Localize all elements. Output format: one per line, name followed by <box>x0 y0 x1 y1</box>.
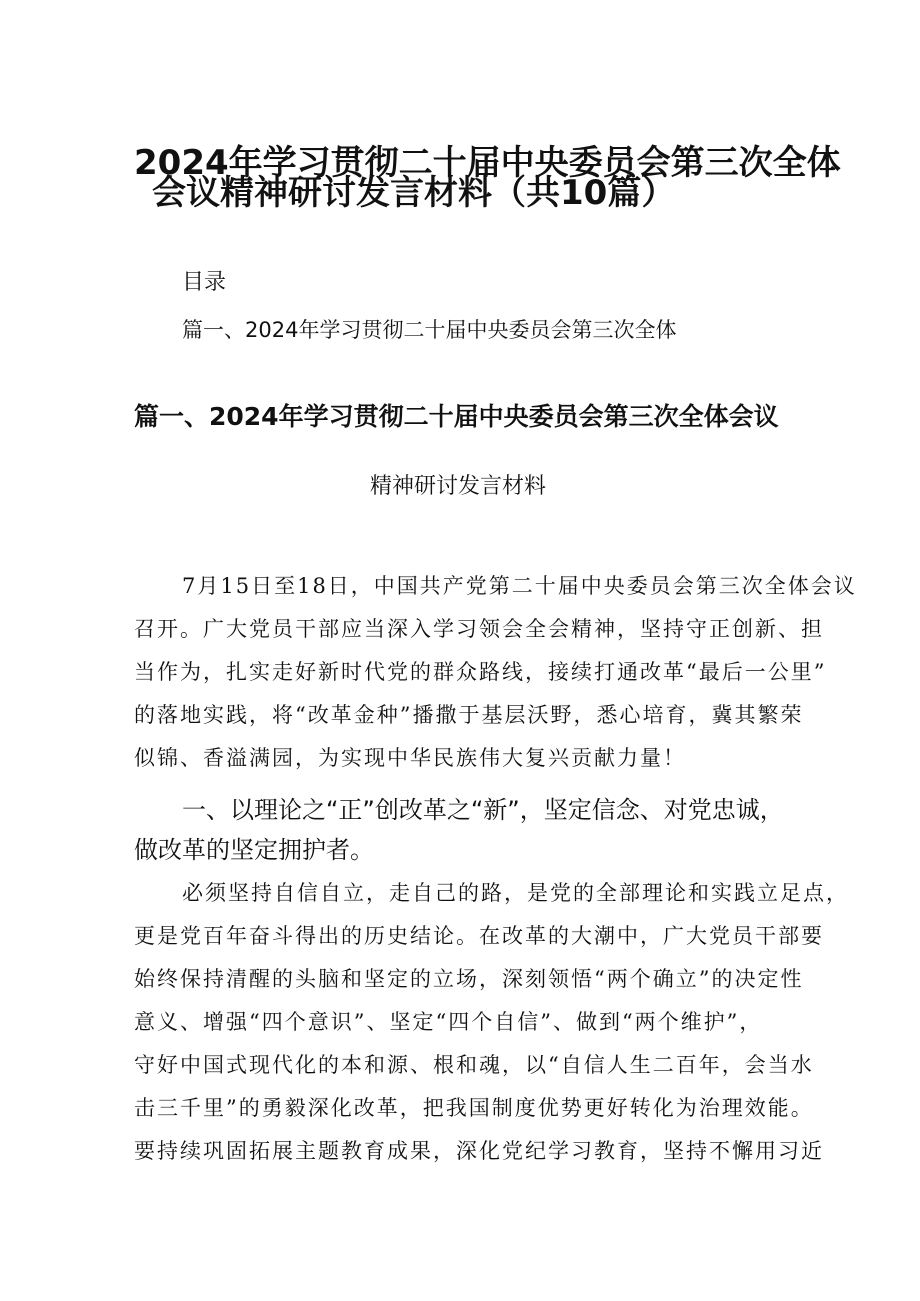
point-1-heading-line-2: 做改革的坚定拥护者。 <box>134 836 374 864</box>
article-heading-line-1: 篇一、2024年学习贯彻二十届中央委员会第三次全体会议 <box>134 402 779 431</box>
toc-item-1[interactable]: 篇一、2024年学习贯彻二十届中央委员会第三次全体 <box>182 318 677 342</box>
point-1-body-line-6: 击三千里”的勇毅深化改革，把我国制度优势更好转化为治理效能。 <box>134 1096 814 1120</box>
point-1-body-line-4: 意义、增强“四个意识”、坚定“四个自信”、做到“两个维护”， <box>134 1010 763 1034</box>
point-1-body-line-1: 必须坚持自信自立，走自己的路，是党的全部理论和实践立足点， <box>182 881 849 905</box>
document-title-line-1: 2024年学习贯彻二十届中央委员会第三次全体 <box>134 143 841 183</box>
toc-heading: 目录 <box>182 270 227 295</box>
point-1-body-line-5: 守好中国式现代化的本和源、根和魂，以“自信人生二百年，会当水 <box>134 1053 814 1077</box>
point-1-body-line-2: 更是党百年奋斗得出的历史结论。在改革的大潮中，广大党员干部要 <box>134 924 824 948</box>
intro-line-4: 的落地实践，将“改革金种”播撒于基层沃野，悉心培育，冀其繁荣 <box>134 703 804 727</box>
point-1-heading-line-1: 一、以理论之“正”创改革之“新”，坚定信念、对党忠诚， <box>182 796 784 824</box>
document-title-line-2: 会议精神研讨发言材料（共10篇） <box>152 173 676 213</box>
article-heading-line-2: 精神研讨发言材料 <box>370 474 547 499</box>
intro-line-5: 似锦、香溢满园，为实现中华民族伟大复兴贡献力量！ <box>134 746 686 770</box>
intro-line-1: 7月15日至18日，中国共产党第二十届中央委员会第三次全体会议 <box>182 574 857 598</box>
point-1-body-line-3: 始终保持清醒的头脑和坚定的立场，深刻领悟“两个确立”的决定性 <box>134 967 804 991</box>
intro-line-3: 当作为，扎实走好新时代党的群众路线，接续打通改革“最后一公里” <box>134 660 827 684</box>
point-1-body-line-7: 要持续巩固拓展主题教育成果，深化党纪学习教育，坚持不懈用习近 <box>134 1139 824 1163</box>
intro-line-2: 召开。广大党员干部应当深入学习领会全会精神，坚持守正创新、担 <box>134 617 824 641</box>
